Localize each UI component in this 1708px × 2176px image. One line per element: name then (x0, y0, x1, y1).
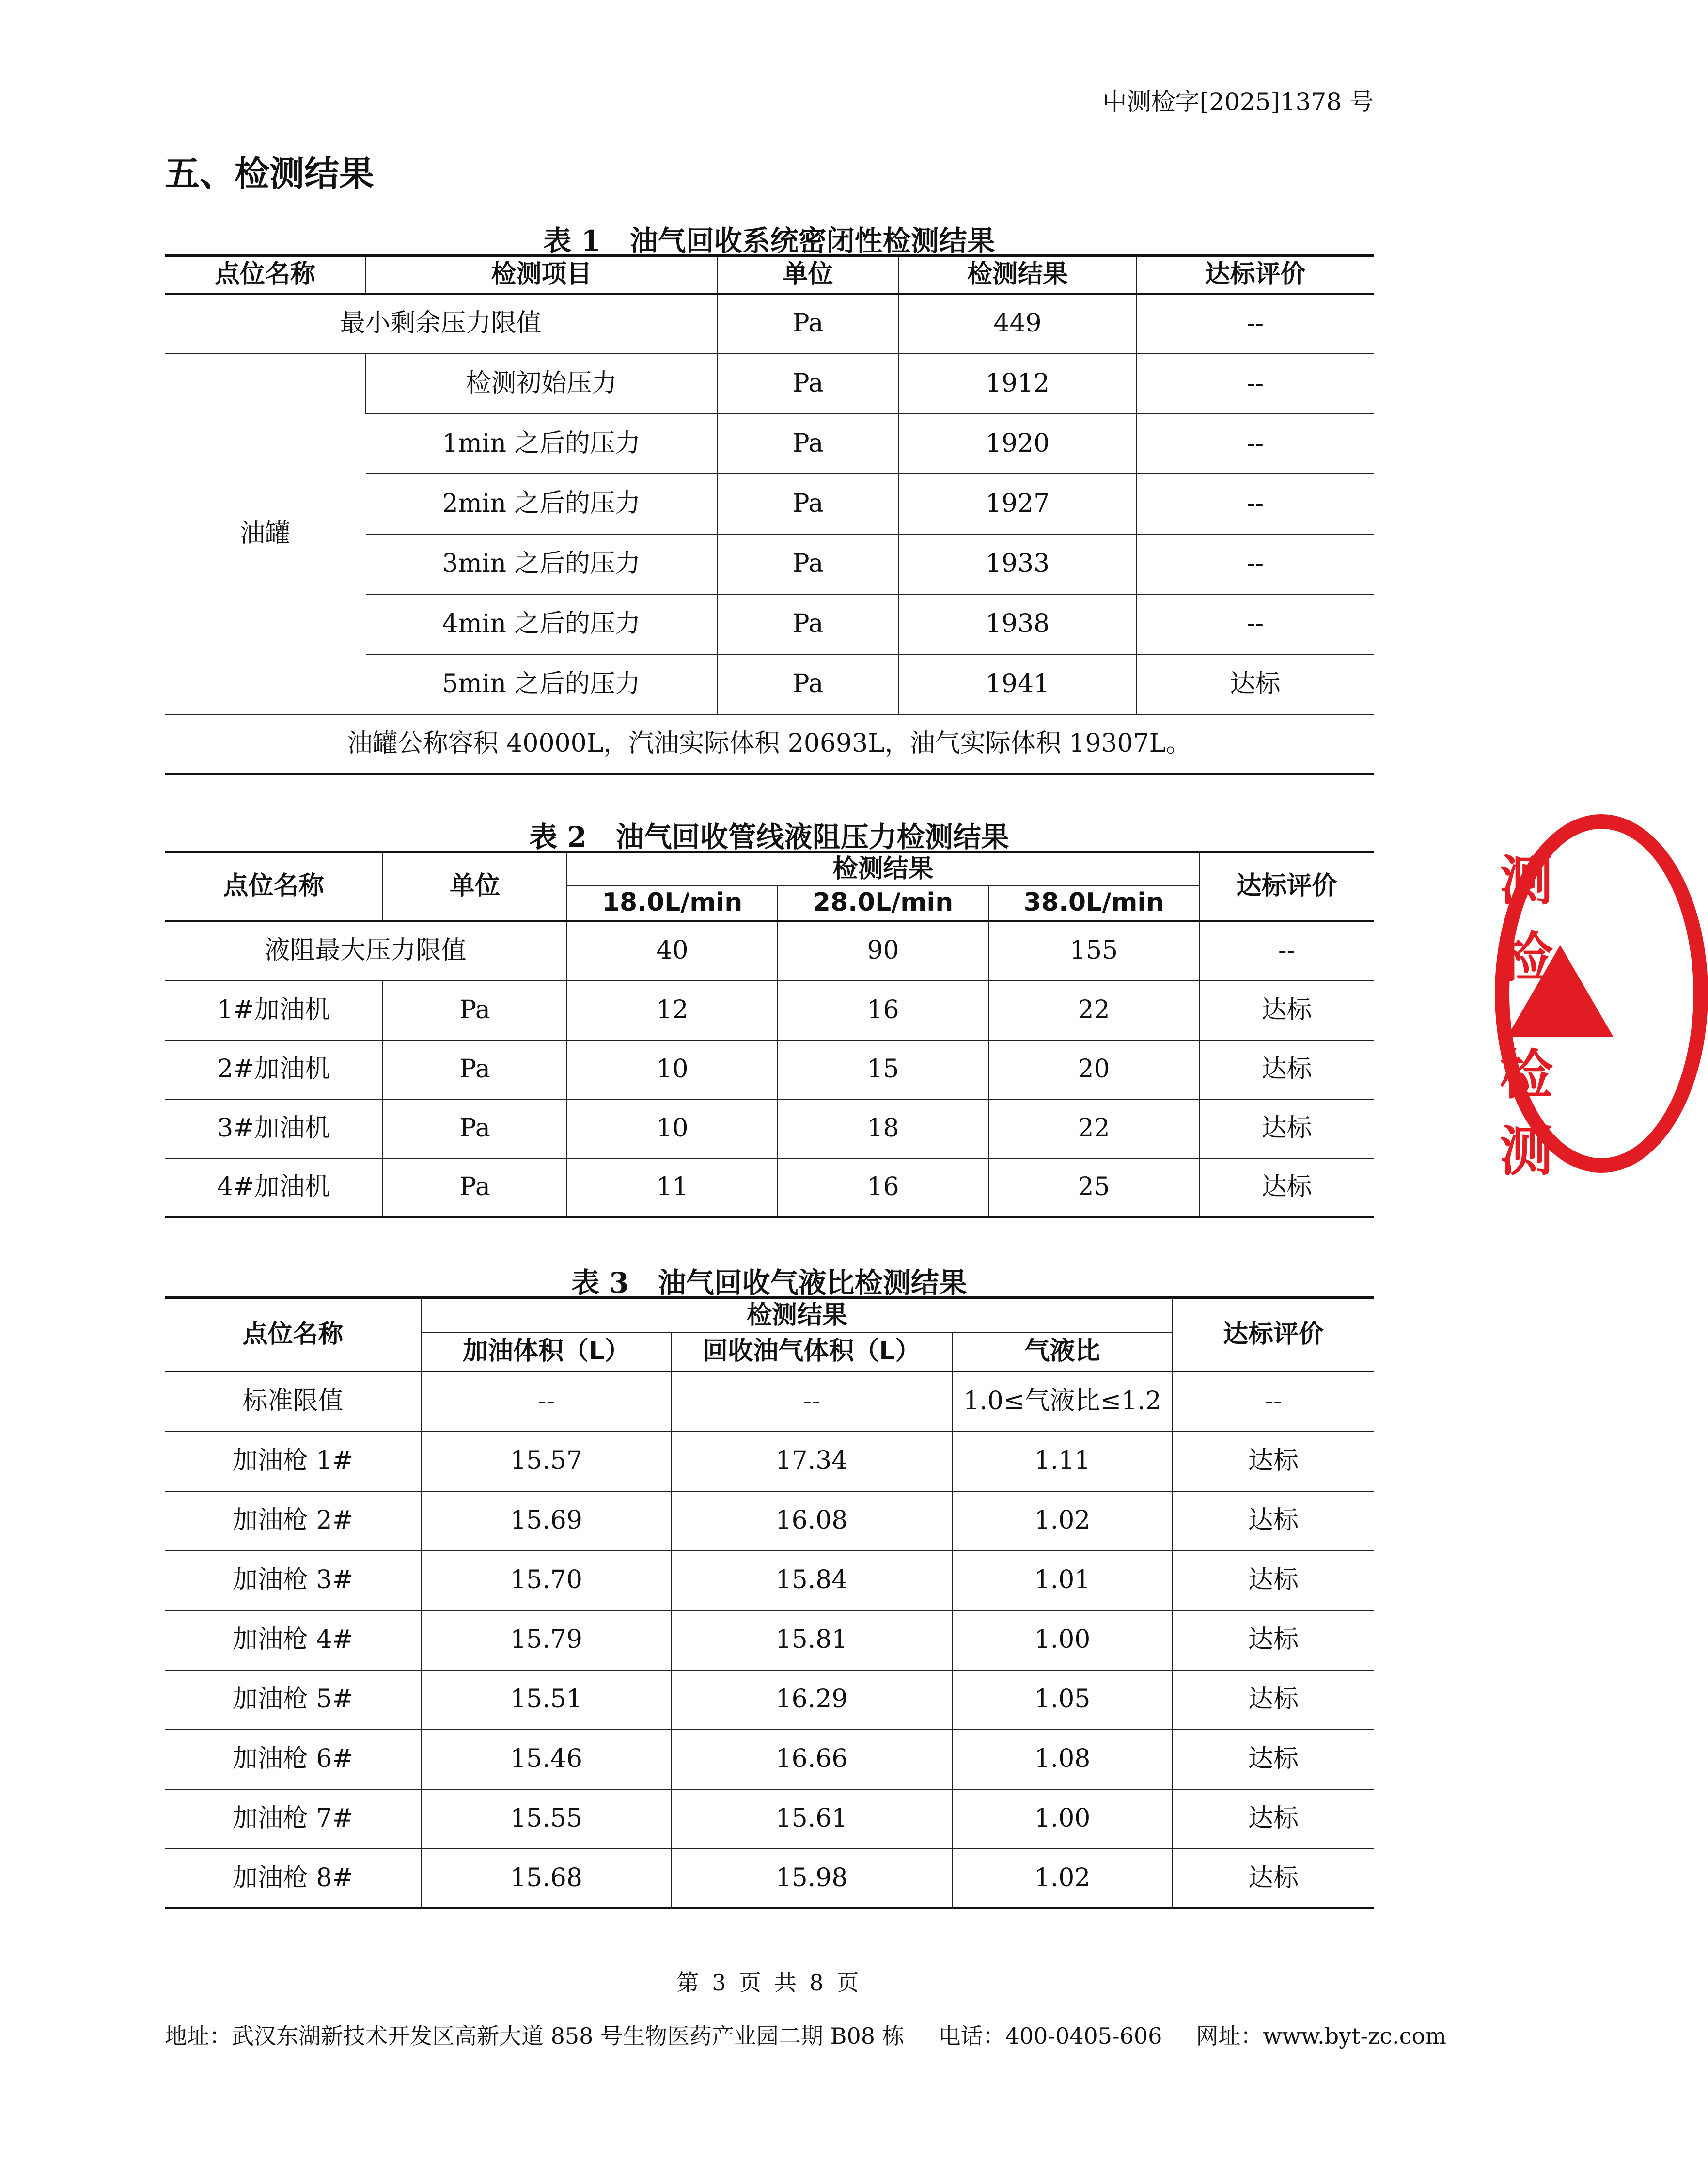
seal-text-bottom: 检测 (1500, 1044, 1553, 1183)
table2-header-row (165, 852, 1374, 886)
table3-caption (165, 1260, 1374, 1301)
table-row (165, 1670, 1374, 1730)
table-cell: Pa (383, 1158, 567, 1217)
table-cell: -- (1136, 474, 1374, 534)
table-cell: 449 (899, 294, 1136, 354)
table-row (165, 1432, 1374, 1491)
table-cell: 达标 (1199, 1099, 1374, 1158)
table-row (165, 1551, 1374, 1610)
table-cell: 12 (567, 981, 778, 1040)
table-cell: 加油枪 6# (165, 1730, 422, 1789)
seal-star-icon (1507, 945, 1614, 1037)
table-cell: -- (1136, 294, 1374, 354)
footer-website: 网址：www.byt-zc.com (1196, 2023, 1446, 2049)
table-cell: 1920 (899, 414, 1136, 474)
table-cell: 25 (988, 1158, 1199, 1217)
table3 (165, 1296, 1374, 1909)
table-cell: 15.84 (671, 1551, 952, 1610)
table1-note: 油罐公称容积 40000L，汽油实际体积 20693L，油气实际体积 19307L。 (165, 714, 1374, 774)
table-cell: Pa (383, 1099, 567, 1158)
table-cell: -- (1136, 534, 1374, 594)
table-row (165, 1099, 1374, 1158)
table-cell: 15.81 (671, 1610, 952, 1670)
flow-rate-header: 38.0L/min (988, 886, 1199, 921)
table-cell: 16.08 (671, 1491, 952, 1551)
table-cell: 18 (778, 1099, 988, 1158)
table-cell: 1.01 (952, 1551, 1173, 1610)
table-cell: 15.51 (422, 1670, 671, 1730)
table-cell: 16.66 (671, 1730, 952, 1789)
table-cell: -- (1173, 1372, 1374, 1432)
page-number: 第 3 页 共 8 页 (676, 1970, 862, 1996)
table-cell: Pa (383, 981, 567, 1040)
table-cell: 达标 (1173, 1551, 1374, 1610)
table-row (165, 1789, 1374, 1849)
table-cell: 4#加油机 (165, 1158, 383, 1217)
table2-header: 单位 (383, 852, 567, 921)
table-cell: 1#加油机 (165, 981, 383, 1040)
table-cell: Pa (717, 474, 899, 534)
table1-header: 检测结果 (899, 256, 1136, 294)
table-cell: 5min 之后的压力 (366, 654, 717, 714)
table-cell: 达标 (1173, 1789, 1374, 1849)
table-cell: 1.05 (952, 1670, 1173, 1730)
table-cell: 155 (988, 921, 1199, 981)
table-cell: 加油枪 1# (165, 1432, 422, 1491)
table-cell: 加油枪 8# (165, 1849, 422, 1908)
table2-header: 达标评价 (1199, 852, 1374, 921)
table2-caption (165, 814, 1374, 855)
table-cell: Pa (383, 1040, 567, 1099)
table-cell: 达标 (1173, 1670, 1374, 1730)
table-cell: -- (422, 1372, 671, 1432)
table2-number: 表 2 (529, 820, 587, 853)
table2-header: 检测结果 (567, 852, 1199, 886)
seal-text-top: 测检 (1500, 850, 1553, 989)
table-cell: 达标 (1136, 654, 1374, 714)
table-cell: 1min 之后的压力 (366, 414, 717, 474)
table-cell: 16 (778, 981, 988, 1040)
table1 (165, 254, 1374, 775)
table-cell: 11 (567, 1158, 778, 1217)
table-cell: Pa (717, 534, 899, 594)
table-cell: 达标 (1199, 1158, 1374, 1217)
report-number: 中测检字[2025]1378 号 (1102, 88, 1374, 116)
table-cell: Pa (717, 414, 899, 474)
table-cell: 1.00 (952, 1789, 1173, 1849)
table-cell: 2#加油机 (165, 1040, 383, 1099)
table-cell: 1.08 (952, 1730, 1173, 1789)
table1-number: 表 1 (543, 224, 601, 257)
table-cell: 16.29 (671, 1670, 952, 1730)
footer-phone: 电话：400-0405-606 (938, 2023, 1162, 2049)
table1-header: 单位 (717, 256, 899, 294)
limit-label: 标准限值 (165, 1372, 422, 1432)
table2-header: 点位名称 (165, 852, 383, 921)
table-cell: 20 (988, 1040, 1199, 1099)
table-cell: 15.68 (422, 1849, 671, 1908)
table3-number: 表 3 (571, 1266, 629, 1299)
table-cell: 90 (778, 921, 988, 981)
table-cell: 1.00 (952, 1610, 1173, 1670)
table-cell: 达标 (1199, 1040, 1374, 1099)
table-cell: 1927 (899, 474, 1136, 534)
table3-title: 油气回收气液比检测结果 (658, 1266, 967, 1299)
table-cell: 15.79 (422, 1610, 671, 1670)
table-row (165, 1491, 1374, 1551)
table3-subheader: 气液比 (952, 1333, 1173, 1372)
table-cell: 22 (988, 981, 1199, 1040)
table-cell: 16 (778, 1158, 988, 1217)
table-cell: Pa (717, 294, 899, 354)
table1-limit-row (165, 294, 1374, 354)
table-cell: 40 (567, 921, 778, 981)
table-cell: -- (671, 1372, 952, 1432)
section-title: 五、检测结果 (165, 153, 375, 194)
table-cell: 1.02 (952, 1491, 1173, 1551)
table3-header-row (165, 1298, 1374, 1333)
table-cell: 检测初始压力 (366, 354, 717, 414)
table-cell: 22 (988, 1099, 1199, 1158)
table-cell: 1.02 (952, 1849, 1173, 1908)
table-row (165, 1849, 1374, 1908)
table-cell: 3min 之后的压力 (366, 534, 717, 594)
table-row (165, 354, 1374, 414)
table-cell: Pa (717, 354, 899, 414)
table-cell: -- (1199, 921, 1374, 981)
table-cell: 15.69 (422, 1491, 671, 1551)
table-cell: 达标 (1173, 1849, 1374, 1908)
table-cell: 4min 之后的压力 (366, 594, 717, 654)
table3-subheader: 回收油气体积（L） (671, 1333, 952, 1372)
table-cell: 17.34 (671, 1432, 952, 1491)
table-cell: 达标 (1173, 1491, 1374, 1551)
table1-header: 达标评价 (1136, 256, 1374, 294)
footer-address: 地址：武汉东湖新技术开发区高新大道 858 号生物医药产业园二期 B08 栋 (165, 2023, 905, 2049)
table-cell: 15.46 (422, 1730, 671, 1789)
limit-label: 液阻最大压力限值 (165, 921, 567, 981)
table-cell: 1933 (899, 534, 1136, 594)
table-row (165, 981, 1374, 1040)
table-cell: 10 (567, 1040, 778, 1099)
table-cell: 加油枪 5# (165, 1670, 422, 1730)
flow-rate-header: 28.0L/min (778, 886, 988, 921)
limit-label: 最小剩余压力限值 (165, 294, 717, 354)
table-cell: -- (1136, 354, 1374, 414)
table-cell: 15.61 (671, 1789, 952, 1849)
table3-header: 达标评价 (1173, 1298, 1374, 1372)
table-cell: 3#加油机 (165, 1099, 383, 1158)
table-cell: 1912 (899, 354, 1136, 414)
table-cell: 15.70 (422, 1551, 671, 1610)
table-cell: -- (1136, 414, 1374, 474)
table3-limit-row (165, 1372, 1374, 1432)
footer (165, 2018, 1480, 2050)
table-cell: 达标 (1199, 981, 1374, 1040)
table2-title: 油气回收管线液阻压力检测结果 (615, 820, 1009, 853)
table-cell: 1938 (899, 594, 1136, 654)
table1-caption (165, 218, 1374, 259)
table-cell: 1.0≤气液比≤1.2 (952, 1372, 1173, 1432)
table3-header: 点位名称 (165, 1298, 422, 1372)
table-row (165, 1730, 1374, 1789)
table-cell: 达标 (1173, 1730, 1374, 1789)
table-cell: -- (1136, 594, 1374, 654)
table-cell: Pa (717, 594, 899, 654)
table1-header: 检测项目 (366, 256, 717, 294)
table-cell: 15.55 (422, 1789, 671, 1849)
table1-header: 点位名称 (165, 256, 366, 294)
table1-title: 油气回收系统密闭性检测结果 (629, 224, 995, 257)
table1-header-row (165, 256, 1374, 294)
table-cell: 15 (778, 1040, 988, 1099)
table2-limit-row (165, 921, 1374, 981)
table-cell: 15.98 (671, 1849, 952, 1908)
table-cell: 加油枪 7# (165, 1789, 422, 1849)
table1-note-row (165, 714, 1374, 774)
table-cell: 10 (567, 1099, 778, 1158)
table-row (165, 1610, 1374, 1670)
table-cell: 加油枪 2# (165, 1491, 422, 1551)
table-cell: 达标 (1173, 1432, 1374, 1491)
table-cell: 2min 之后的压力 (366, 474, 717, 534)
table-row (165, 1158, 1374, 1217)
table-cell: 加油枪 3# (165, 1551, 422, 1610)
table-cell: 达标 (1173, 1610, 1374, 1670)
table-cell: 加油枪 4# (165, 1610, 422, 1670)
table2 (165, 851, 1374, 1218)
table-cell: Pa (717, 654, 899, 714)
table-row (165, 1040, 1374, 1099)
table3-header: 检测结果 (422, 1298, 1173, 1333)
site-name: 油罐 (165, 354, 366, 714)
table-cell: 1.11 (952, 1432, 1173, 1491)
table-cell: 15.57 (422, 1432, 671, 1491)
flow-rate-header: 18.0L/min (567, 886, 778, 921)
table-cell: 1941 (899, 654, 1136, 714)
table3-subheader: 加油体积（L） (422, 1333, 671, 1372)
